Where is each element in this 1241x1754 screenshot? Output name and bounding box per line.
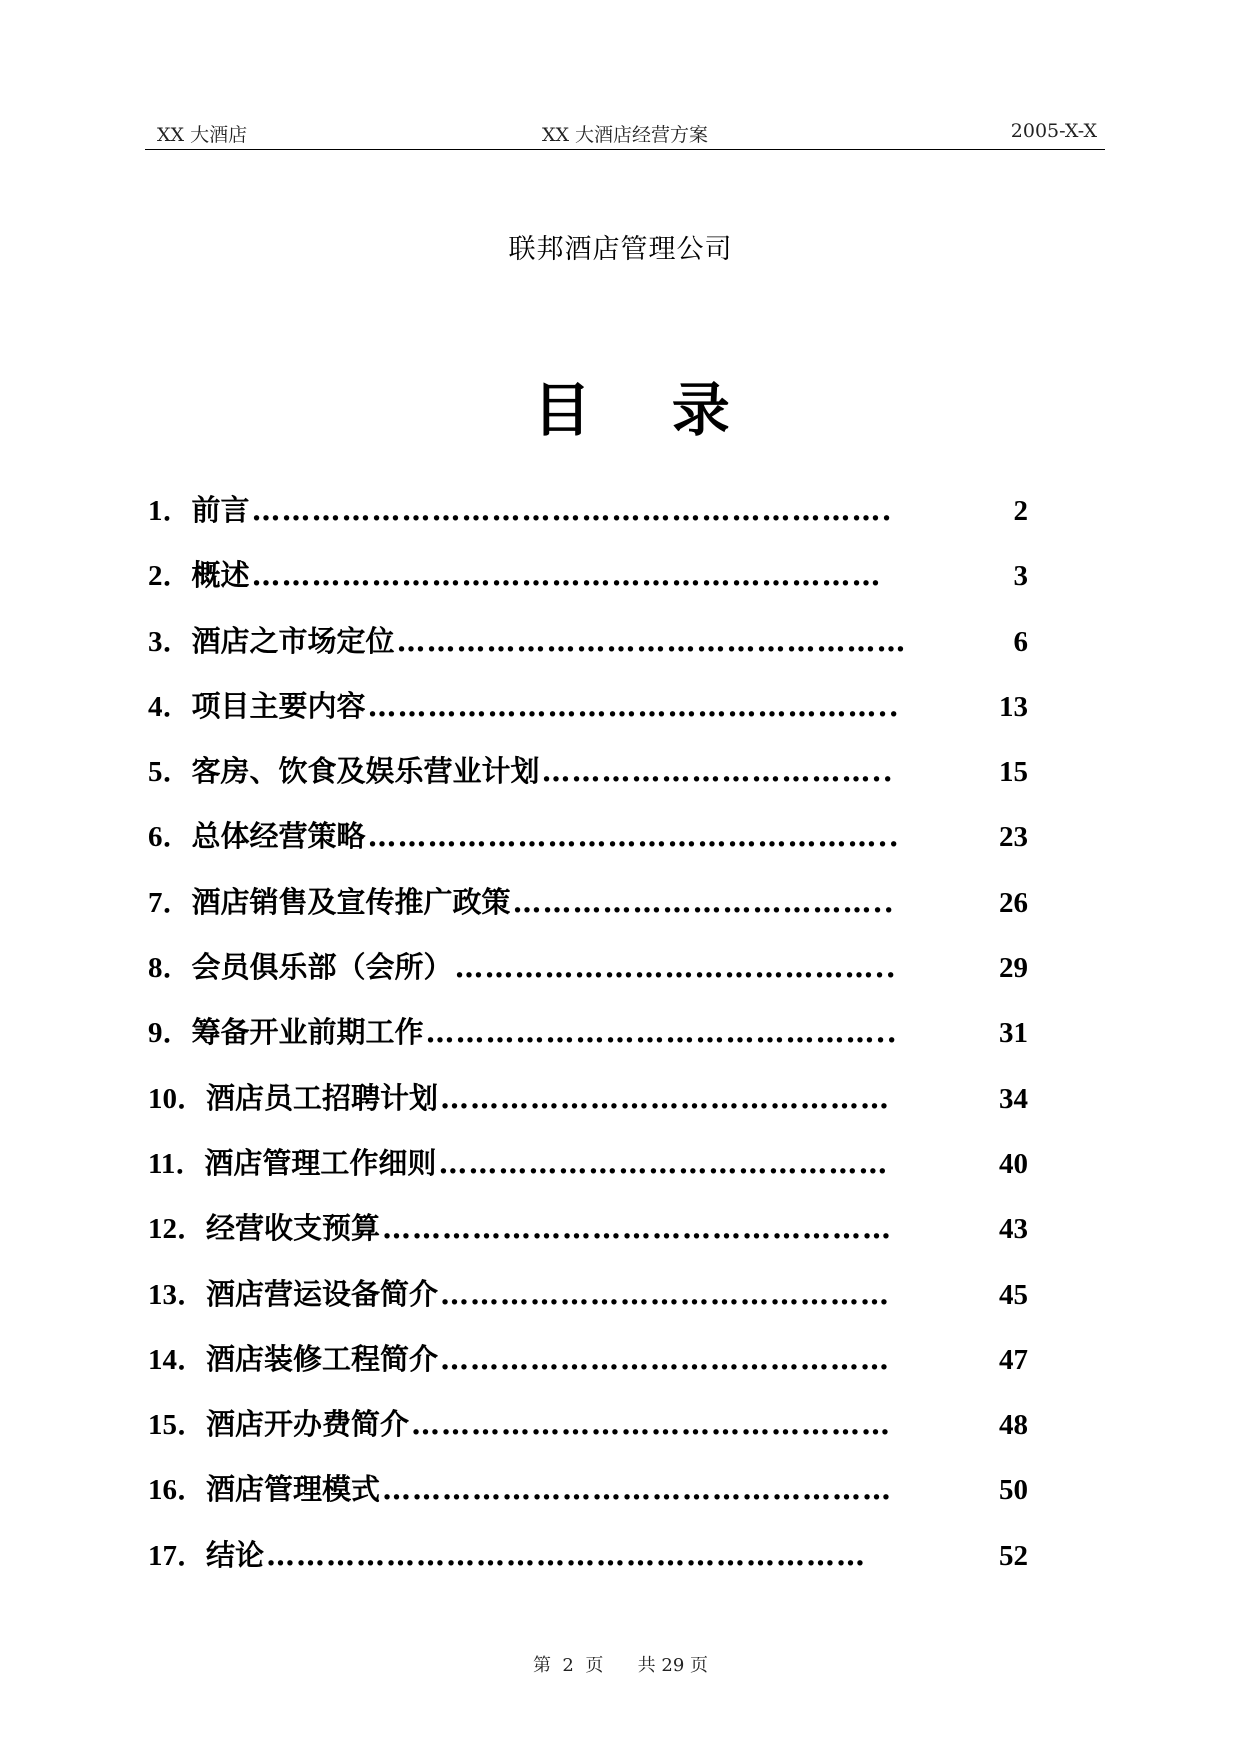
toc-entry[interactable] (148, 1402, 1028, 1467)
header-hotel-name: XX 大酒店 (157, 124, 248, 146)
toc-entry-page: 50 (999, 1474, 1028, 1507)
toc-entry-label: 客房、饮食及娱乐营业计划 (191, 754, 540, 789)
toc-entry-number: 5． (148, 756, 192, 789)
toc-entry[interactable] (148, 814, 1028, 879)
toc-entry-label: 酒店之市场定位 (191, 623, 395, 658)
toc-entry-leader: ……………………………………………………… (251, 558, 882, 593)
toc-entry-label: 酒店销售及宣传推广政策 (191, 884, 511, 919)
toc-entry-leader: …………………………………………………… (266, 1537, 867, 1572)
toc-entry-number: 8． (148, 952, 192, 985)
toc-entry[interactable] (148, 488, 1028, 553)
toc-entry-number: 12． (148, 1213, 207, 1246)
toc-entry-leader: …………………………………………….. (367, 819, 900, 854)
toc-entry-leader: ……………………………………… (438, 1145, 889, 1180)
page-header (145, 118, 1105, 148)
toc-entry-number: 2． (148, 560, 192, 593)
table-of-contents (148, 488, 1028, 1598)
toc-entry[interactable] (148, 1272, 1028, 1337)
toc-entry[interactable] (148, 1076, 1028, 1141)
toc-entry[interactable] (148, 619, 1028, 684)
toc-entry-number: 4． (148, 690, 192, 723)
toc-entry-number: 11． (148, 1147, 205, 1180)
toc-entry-label: 经营收支预算 (206, 1211, 381, 1246)
toc-entry-label: 项目主要内容 (191, 688, 366, 723)
toc-entry-number: 7． (148, 886, 192, 919)
toc-entry-leader: ………………………………………… (411, 1407, 892, 1442)
toc-entry-number: 6． (148, 821, 192, 854)
toc-entry-leader: ……………………………………… (440, 1080, 891, 1115)
toc-entry[interactable] (148, 1467, 1028, 1532)
toc-entry-page: 29 (999, 952, 1028, 985)
toc-entry-leader: …………………………………………… (382, 1472, 893, 1507)
toc-title: 目 录 (533, 376, 730, 444)
toc-entry[interactable] (148, 945, 1028, 1010)
toc-entry-page: 23 (999, 821, 1028, 854)
toc-entry-page: 48 (999, 1409, 1028, 1442)
toc-entry-leader: ……………………………….. (512, 884, 895, 919)
toc-entry-page: 52 (999, 1539, 1028, 1572)
toc-entry-label: 酒店管理工作细则 (204, 1145, 437, 1180)
toc-entry[interactable] (148, 1206, 1028, 1271)
toc-entry[interactable] (148, 1337, 1028, 1402)
toc-entry[interactable] (148, 880, 1028, 945)
toc-entry-label: 结论 (206, 1537, 265, 1572)
header-date: 2005-X-X (1010, 120, 1097, 142)
toc-entry-leader: …………………………………………… (396, 623, 907, 658)
toc-entry-page: 34 (999, 1082, 1028, 1115)
toc-entry-page: 26 (999, 886, 1028, 919)
toc-entry-label: 酒店营运设备简介 (206, 1276, 439, 1311)
header-divider (145, 149, 1105, 150)
toc-entry-label: 筹备开业前期工作 (191, 1015, 424, 1050)
toc-entry-label: 总体经营策略 (191, 819, 366, 854)
toc-entry-leader: ……………………………………… (440, 1276, 891, 1311)
toc-entry-number: 15． (148, 1409, 207, 1442)
toc-entry-page: 13 (999, 690, 1028, 723)
toc-entry-page: 45 (999, 1278, 1028, 1311)
toc-entry[interactable] (148, 749, 1028, 814)
company-name: 联邦酒店管理公司 (508, 234, 733, 265)
toc-entry-label: 酒店开办费简介 (206, 1407, 410, 1442)
toc-entry-page: 3 (1013, 560, 1028, 593)
page-footer: 第 2 页 共 29 页 (532, 1655, 709, 1676)
toc-entry-leader: …………………………….. (541, 754, 894, 789)
toc-entry[interactable] (148, 1141, 1028, 1206)
toc-entry-page: 2 (1013, 495, 1028, 527)
toc-entry-number: 13． (148, 1278, 207, 1311)
toc-entry-label: 酒店管理模式 (206, 1472, 381, 1507)
toc-entry[interactable] (148, 684, 1028, 749)
toc-entry-number: 3． (148, 625, 192, 658)
toc-entry-page: 43 (999, 1213, 1028, 1246)
toc-entry-page: 15 (999, 756, 1028, 789)
toc-entry[interactable] (148, 1533, 1028, 1598)
toc-entry-page: 31 (999, 1017, 1028, 1050)
toc-entry-label: 前言 (191, 493, 250, 527)
toc-entry-number: 16． (148, 1474, 207, 1507)
toc-entry[interactable] (148, 1010, 1028, 1075)
toc-entry-label: 酒店员工招聘计划 (206, 1080, 439, 1115)
toc-entry-number: 17． (148, 1539, 207, 1572)
toc-entry-number: 1． (148, 495, 192, 527)
toc-entry-leader: ……………………………………… (440, 1341, 891, 1376)
toc-entry-page: 47 (999, 1343, 1028, 1376)
toc-entry-label: 会员俱乐部（会所） (191, 950, 453, 985)
toc-entry-label: 概述 (191, 558, 250, 593)
toc-entry-leader: …………………………………….. (454, 950, 897, 985)
toc-entry[interactable] (148, 553, 1028, 618)
toc-entry-number: 9． (148, 1017, 192, 1050)
toc-entry-label: 酒店装修工程简介 (206, 1341, 439, 1376)
toc-entry-leader: ………………………………………………………. (251, 493, 893, 527)
toc-entry-page: 6 (1013, 625, 1028, 658)
toc-entry-number: 14． (148, 1343, 207, 1376)
toc-entry-leader: ……………………………………….. (425, 1015, 898, 1050)
toc-entry-leader: …………………………………………… (382, 1211, 893, 1246)
toc-entry-page: 40 (999, 1147, 1028, 1180)
toc-entry-number: 10． (148, 1082, 207, 1115)
header-document-title: XX 大酒店经营方案 (541, 124, 709, 146)
toc-entry-leader: …………………………………………….. (367, 688, 900, 723)
